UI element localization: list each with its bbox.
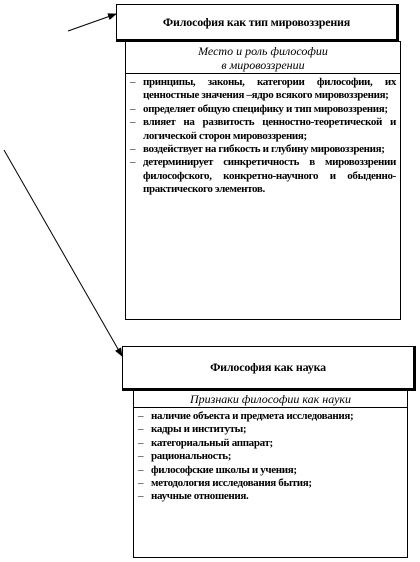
block2-title-box — [122, 346, 416, 391]
block1-title: Философия как тип мировоззрения — [162, 14, 351, 29]
block1-list — [126, 74, 400, 197]
block1-title-box — [116, 4, 399, 42]
block2-list — [134, 408, 407, 504]
block1-subtitle — [126, 42, 400, 74]
block1-subtitle-line1: Место и роль философии — [198, 44, 328, 58]
block2-panel — [133, 390, 408, 558]
list-item: – рациональность; — [138, 450, 403, 463]
list-item: – кадры и институты; — [138, 423, 403, 436]
list-item: – научные отношения. — [138, 490, 403, 503]
arrow-to-block1 — [68, 14, 116, 31]
list-item: – принципы, законы, категории философии, их ценностные значения –ядро всякого мировоззрения; — [130, 76, 396, 103]
list-item: – методология исследования бытия; — [138, 477, 403, 490]
arrow-to-block2 — [4, 150, 122, 356]
list-item: – наличие объекта и предмета исследования; — [138, 410, 403, 423]
list-item: – философские школы и учения; — [138, 464, 403, 477]
list-item: – влияет на развитость ценностно-теоретической и логической сторон мировоззрения; — [130, 116, 396, 143]
block1-panel — [125, 41, 401, 320]
list-item: – воздействует на гибкость и глубину мировоззрения; — [130, 143, 396, 156]
block1-subtitle-line2: в мировоззрении — [221, 58, 305, 72]
block2-title: Философия как наука — [210, 360, 326, 374]
list-item: – категориальный аппарат; — [138, 437, 403, 450]
list-item: – детерминирует синкретичность в мировоззрении философского, конкретно-научного и обыденно-практического элементов. — [130, 156, 396, 196]
block2-subtitle: Признаки философии как науки — [134, 391, 407, 408]
list-item: – определяет общую специфику и тип мировоззрения; — [130, 103, 396, 116]
